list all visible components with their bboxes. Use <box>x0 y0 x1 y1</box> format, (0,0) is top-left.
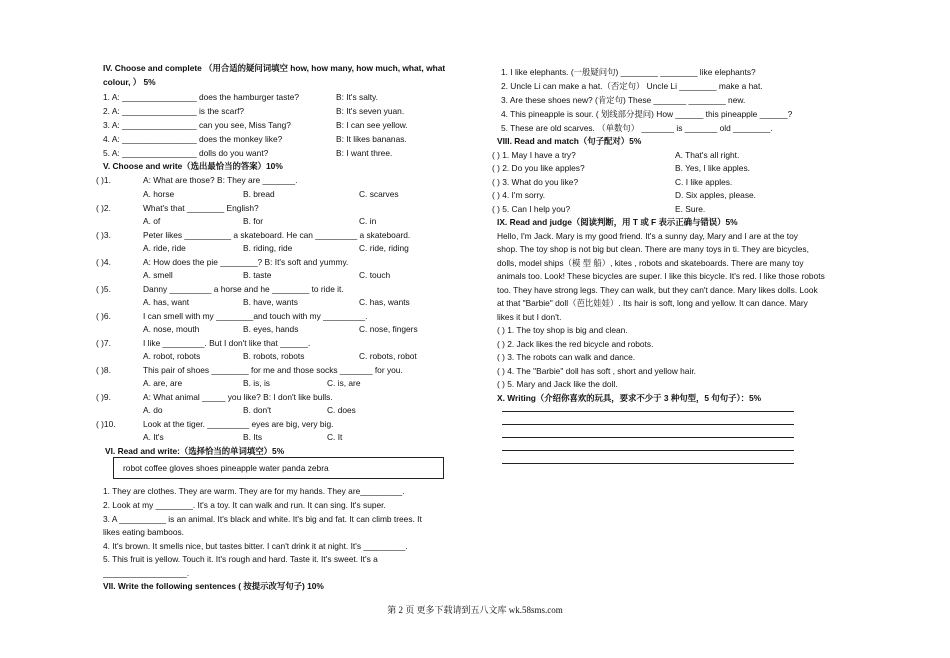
s8-right-c: C. I like apples. <box>675 177 733 187</box>
section-8-title: VIII. Read and match（句子配对）5% <box>497 136 642 146</box>
s5-item8-opt-c: C. is, are <box>327 378 361 388</box>
passage-line-5: too. They have strong legs. They can walk, but they can't dance. Mary likes dolls. Look <box>497 285 818 295</box>
s7-q3: 3. Are these shoes new? (肯定句) These _______ ________ new. <box>501 95 746 105</box>
s9-q4: ( ) 4. The "Barbie" doll has soft , short and yellow hair. <box>497 366 696 376</box>
s8-left-1: ( ) 1. May I have a try? <box>492 150 576 160</box>
s5-item4-num: ( )4. <box>96 257 111 267</box>
passage-line-6: at that "Barbie" doll（芭比娃娃）. Its hair is soft, long and yellow. It can dance. Mary <box>497 298 808 308</box>
s5-item7-opt-b: B. robots, robots <box>243 351 305 361</box>
s5-item1-opt-c: C. scarves <box>359 189 399 199</box>
s4-q2-b: B: It's seven yuan. <box>336 106 405 116</box>
s5-item10-opt-c: C. It <box>327 432 343 442</box>
s4-q4-a: 4. A: ________________ does the monkey like? <box>103 134 283 144</box>
s4-q5-a: 5. A: ________________ dolls do you want? <box>103 148 269 158</box>
s5-item10-num: ( )10. <box>96 419 116 429</box>
passage-line-7: likes it but I don't. <box>497 312 562 322</box>
s5-item5-stem: Danny _________ a horse and he ________ to ride it. <box>143 284 344 294</box>
writing-line[interactable] <box>502 450 794 451</box>
s5-item5-num: ( )5. <box>96 284 111 294</box>
s5-item10-stem: Look at the tiger. _________ eyes are big, very big. <box>143 419 334 429</box>
s7-q1: 1. I like elephants. (一般疑问句) ________ ________ like elephants? <box>501 67 756 77</box>
s5-item1-opt-a: A. horse <box>143 189 175 199</box>
s4-q3-b: B: I can see yellow. <box>336 120 408 130</box>
s8-left-2: ( ) 2. Do you like apples? <box>492 163 585 173</box>
section-6-title: VI. Read and write:（选择恰当的单词填空）5% <box>105 446 285 456</box>
s9-q2: ( ) 2. Jack likes the red bicycle and robots. <box>497 339 654 349</box>
s5-item10-opt-b: B. Its <box>243 432 263 442</box>
s5-item4-opt-b: B. taste <box>243 270 272 280</box>
s9-q1: ( ) 1. The toy shop is big and clean. <box>497 325 628 335</box>
s8-right-b: B. Yes, I like apples. <box>675 163 750 173</box>
s8-left-5: ( ) 5. Can I help you? <box>492 204 571 214</box>
s5-item3-stem: Peter likes __________ a skateboard. He can _________ a skateboard. <box>143 230 411 240</box>
section-7-title: VII. Write the following sentences ( 按提示改写句子) 10% <box>103 581 324 591</box>
s9-q5: ( ) 5. Mary and Jack like the doll. <box>497 379 618 389</box>
s8-right-e: E. Sure. <box>675 204 706 214</box>
s5-item3-opt-c: C. ride, riding <box>359 243 409 253</box>
writing-line[interactable] <box>502 437 794 438</box>
passage-line-3: dolls, model ships（模 型 船）, kites , robots and skateboards. There are many toy <box>497 258 804 268</box>
section-4-title: IV. Choose and complete （用合适的疑问词填空 how, how many, how much, what, what <box>103 63 446 73</box>
s6-q3-cont: likes eating bamboos. <box>103 527 185 537</box>
section-4-title-cont: colour, ） 5% <box>103 77 156 87</box>
s5-item9-num: ( )9. <box>96 392 111 402</box>
s7-q5: 5. These are old scarves. （单数句） _______ is _______ old ________. <box>501 123 773 133</box>
s5-item3-opt-a: A. ride, ride <box>143 243 186 253</box>
s5-item6-num: ( )6. <box>96 311 111 321</box>
s5-item8-opt-b: B. is, is <box>243 378 270 388</box>
writing-line[interactable] <box>502 411 794 412</box>
s5-item1-num: ( )1. <box>96 175 111 185</box>
s5-item1-opt-b: B. bread <box>243 189 275 199</box>
s6-q1: 1. They are clothes. They are warm. They are for my hands. They are_________. <box>103 486 405 496</box>
s5-item7-stem: I like _________. But I don't like that ______. <box>143 338 311 348</box>
section-10-title: X. Writing（介绍你喜欢的玩具，要求不少于 3 种句型，5 句句子）：5% <box>497 393 762 403</box>
s5-item6-opt-c: C. nose, fingers <box>359 324 418 334</box>
s5-item5-opt-c: C. has, wants <box>359 297 410 307</box>
s5-item2-num: ( )2. <box>96 203 111 213</box>
section-5-title: V. Choose and write（选出最恰当的答案）10% <box>103 161 283 171</box>
s4-q1-b: B: It's salty. <box>336 92 378 102</box>
s5-item1-stem: A: What are those? B: They are _______. <box>143 175 298 185</box>
s4-q4-b: B: It likes bananas. <box>336 134 407 144</box>
s8-left-4: ( ) 4. I'm sorry. <box>492 190 546 200</box>
s7-q2: 2. Uncle Li can make a hat.（否定句） Uncle Li ________ make a hat. <box>501 81 763 91</box>
s8-left-3: ( ) 3. What do you like? <box>492 177 579 187</box>
s5-item2-opt-a: A. of <box>143 216 161 226</box>
s6-q5: 5. This fruit is yellow. Touch it. It's rough and hard. Taste it. It's sweet. It's a <box>103 554 378 564</box>
s6-q4: 4. It's brown. It smells nice, but tastes bitter. I can't drink it at night. It's _________. <box>103 541 408 551</box>
s5-item6-opt-b: B. eyes, hands <box>243 324 299 334</box>
passage-line-4: animals too. Look! These bicycles are super. I like this bicycle. It's red. I like those robots <box>497 271 825 281</box>
writing-line[interactable] <box>502 424 794 425</box>
s5-item4-stem: A: How does the pie ________? B: It's soft and yummy. <box>143 257 349 267</box>
s5-item2-stem: What's that ________ English? <box>143 203 259 213</box>
s5-item6-opt-a: A. nose, mouth <box>143 324 200 334</box>
s4-q3-a: 3. A: ________________ can you see, Miss Tang? <box>103 120 291 130</box>
s5-item7-opt-a: A. robot, robots <box>143 351 201 361</box>
page-footer: 第 2 页 更多下载请到五八文库 wk.58sms.com <box>387 605 563 615</box>
word-bank-box <box>113 457 444 479</box>
word-bank: robot coffee gloves shoes pineapple water panda zebra <box>123 463 329 473</box>
s6-q3: 3. A __________ is an animal. It's black and white. It's big and fat. It can climb trees. It <box>103 514 422 524</box>
s8-right-a: A. That's all right. <box>675 150 740 160</box>
s5-item7-opt-c: C. robots, robot <box>359 351 417 361</box>
s5-item3-opt-b: B. riding, ride <box>243 243 293 253</box>
s5-item4-opt-c: C. touch <box>359 270 391 280</box>
s5-item4-opt-a: A. smell <box>143 270 173 280</box>
s5-item7-num: ( )7. <box>96 338 111 348</box>
s4-q1-a: 1. A: ________________ does the hamburger taste? <box>103 92 300 102</box>
passage-line-2: shop. The toy shop is not big but clean. There are many toys in ti. They are bicycles, <box>497 244 809 254</box>
s5-item6-stem: I can smell with my ________and touch with my _________. <box>143 311 368 321</box>
s7-q4: 4. This pineapple is sour. ( 划线部分提问) How ______ this pineapple ______? <box>501 109 793 119</box>
s5-item2-opt-b: B. for <box>243 216 264 226</box>
writing-line[interactable] <box>502 463 794 464</box>
s6-q2: 2. Look at my ________. It's a toy. It can walk and run. It can sing. It's super. <box>103 500 386 510</box>
s5-item5-opt-a: A. has, want <box>143 297 190 307</box>
s5-item8-num: ( )8. <box>96 365 111 375</box>
s6-q5-cont: __________________. <box>103 568 190 578</box>
s5-item9-opt-a: A. do <box>143 405 163 415</box>
s5-item3-num: ( )3. <box>96 230 111 240</box>
section-9-title: IX. Read and judge（阅读判断，用 T 或 F 表示正确与错误）5% <box>497 217 738 227</box>
s4-q2-a: 2. A: ________________ is the scarf? <box>103 106 245 116</box>
s5-item10-opt-a: A. It's <box>143 432 164 442</box>
s5-item9-stem: A: What animal _____ you like? B: I don't like bulls. <box>143 392 333 402</box>
s9-q3: ( ) 3. The robots can walk and dance. <box>497 352 636 362</box>
s5-item8-stem: This pair of shoes ________ for me and those socks _______ for you. <box>143 365 403 375</box>
s5-item9-opt-c: C. does <box>327 405 356 415</box>
passage-line-1: Hello, I'm Jack. Mary is my good friend. It's a sunny day, Mary and I are at the toy <box>497 231 798 241</box>
s5-item5-opt-b: B. have, wants <box>243 297 298 307</box>
s4-q5-b: B: I want three. <box>336 148 393 158</box>
s5-item2-opt-c: C. in <box>359 216 377 226</box>
s8-right-d: D. Six apples, please. <box>675 190 757 200</box>
s5-item8-opt-a: A. are, are <box>143 378 183 388</box>
s5-item9-opt-b: B. don't <box>243 405 272 415</box>
